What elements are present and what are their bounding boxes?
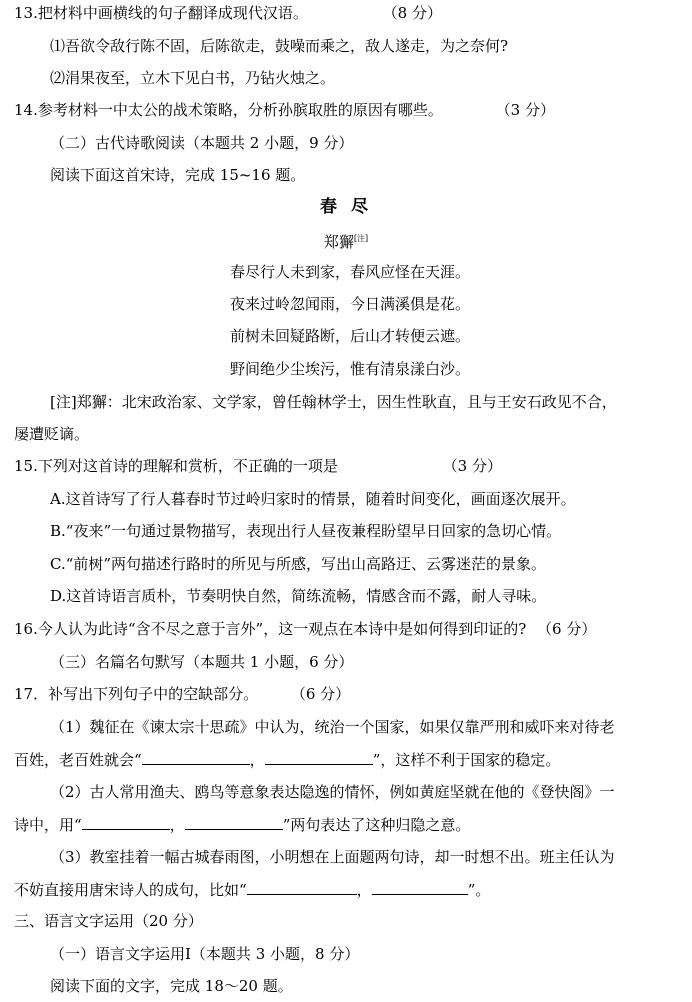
- question-16: [14, 620, 596, 638]
- question-17-part-2-line-2: [14, 815, 470, 834]
- question-13: [14, 4, 442, 22]
- section-2b-title: （二）古代诗歌阅读（本题共 2 小题，9 分）: [50, 134, 354, 152]
- question-17-part-3-line-1: （3）教室挂着一幅古城春雨图，小明想在上面题两句诗，却一时想不出。班主任认为: [50, 848, 615, 866]
- question-15-option-a: A.这首诗写了行人暮春时节过岭归家时的情景，随着时间变化，画面逐次展开。: [50, 490, 576, 508]
- question-13-sentence-1: ⑴吾欲令敌行陈不固，后陈欲走，鼓噪而乘之，敌人遂走，为之奈何?: [50, 37, 509, 55]
- poem-line-4: 野间绝少尘埃污，惟有清泉漾白沙。: [230, 360, 471, 378]
- question-13-score: （8 分）: [382, 4, 442, 22]
- question-17-stem: 17．补写出下列句子中的空缺部分。: [14, 685, 259, 703]
- part-3-title: 三、语言文字运用（20 分）: [14, 912, 203, 930]
- question-15-option-c: C.“前树”两句描述行路时的所见与所感，写出山高路迂、云雾迷茫的景象。: [50, 555, 547, 573]
- question-13-sentence-2: ⑵涓果夜至，立木下见白书，乃钻火烛之。: [50, 69, 336, 87]
- poem-title: 春 尽: [320, 197, 372, 217]
- answer-blank-4[interactable]: [185, 815, 283, 830]
- poem-author: [0, 230, 692, 251]
- answer-blank-3[interactable]: [82, 815, 170, 830]
- part-3-subsection-title: （一）语言文字运用Ⅰ（本题共 3 小题，8 分）: [50, 945, 360, 963]
- poem-note-line-1: [注]郑獬：北宋政治家、文学家，曾任翰林学士，因生性耿直，且与王安石政见不合，: [50, 393, 617, 411]
- section-3-title: （三）名篇名句默写（本题共 1 小题，6 分）: [50, 653, 354, 671]
- poem-note-line-2: 屡遭贬谪。: [14, 425, 90, 443]
- question-14-score: （3 分）: [495, 101, 555, 119]
- poem-line-1: 春尽行人未到家，春风应怪在天涯。: [230, 263, 471, 281]
- question-17-part-3-comma: ，: [356, 881, 372, 899]
- question-17-part-3-suffix: ”。: [467, 881, 491, 899]
- question-14-stem: 14.参考材料一中太公的战术策略，分析孙膑取胜的原因有哪些。: [14, 101, 443, 119]
- answer-blank-2[interactable]: [265, 750, 373, 765]
- poem-line-3: 前树未回疑路断，后山才转便云遮。: [230, 327, 471, 345]
- question-17-part-2-prefix: 诗中，用“: [14, 816, 82, 834]
- question-15-stem: 15.下列对这首诗的理解和赏析，不正确的一项是: [14, 457, 338, 475]
- question-17-part-1-prefix: 百姓，老百姓就会“: [14, 751, 142, 769]
- question-17-part-1-comma: ，: [249, 751, 265, 769]
- question-17-part-2-line-1: （2）古人常用渔夫、鸥鸟等意象表达隐逸的情怀，例如黄庭坚就在他的《登快阁》一: [50, 783, 615, 801]
- poem-line-2: 夜来过岭忽闻雨，今日满溪俱是花。: [230, 295, 471, 313]
- question-17-part-1-suffix: ”，这样不利于国家的稳定。: [372, 751, 561, 769]
- answer-blank-5[interactable]: [247, 880, 357, 895]
- question-15: [14, 457, 502, 475]
- answer-blank-6[interactable]: [372, 880, 468, 895]
- poem-author-note: [注]: [353, 234, 369, 243]
- section-2b-intro: 阅读下面这首宋诗，完成 15~16 题。: [50, 166, 306, 184]
- question-15-option-d: D.这首诗语言质朴，节奏明快自然，简练流畅，情感含而不露，耐人寻味。: [50, 587, 547, 605]
- question-17-part-1-line-2: [14, 750, 560, 769]
- part-3-intro: 阅读下面的文字，完成 18～20 题。: [50, 977, 293, 995]
- question-15-score: （3 分）: [442, 457, 502, 475]
- question-17: [14, 685, 350, 703]
- question-17-part-3-prefix: 不妨直接用唐宋诗人的成句，比如“: [14, 881, 247, 899]
- question-17-part-2-suffix: ”两句表达了这种归隐之意。: [282, 816, 471, 834]
- question-14: [14, 101, 555, 119]
- question-13-stem: 13.把材料中画横线的句子翻译成现代汉语。: [14, 4, 308, 22]
- question-16-score: （6 分）: [537, 620, 597, 638]
- answer-blank-1[interactable]: [142, 750, 250, 765]
- question-17-part-3-line-2: [14, 880, 490, 899]
- question-17-part-2-comma: ，: [169, 816, 185, 834]
- poem-author-name: 郑獬: [323, 233, 354, 251]
- question-17-score: （6 分）: [290, 685, 351, 703]
- question-16-stem: 16.今人认为此诗“含不尽之意于言外”，这一观点在本诗中是如何得到印证的?: [14, 620, 527, 638]
- question-17-part-1-line-1: （1）魏征在《谏太宗十思疏》中认为，统治一个国家，如果仅靠严刑和威吓来对待老: [50, 718, 615, 736]
- question-15-option-b: B.“夜来”一句通过景物描写，表现出行人昼夜兼程盼望早日回家的急切心情。: [50, 522, 562, 540]
